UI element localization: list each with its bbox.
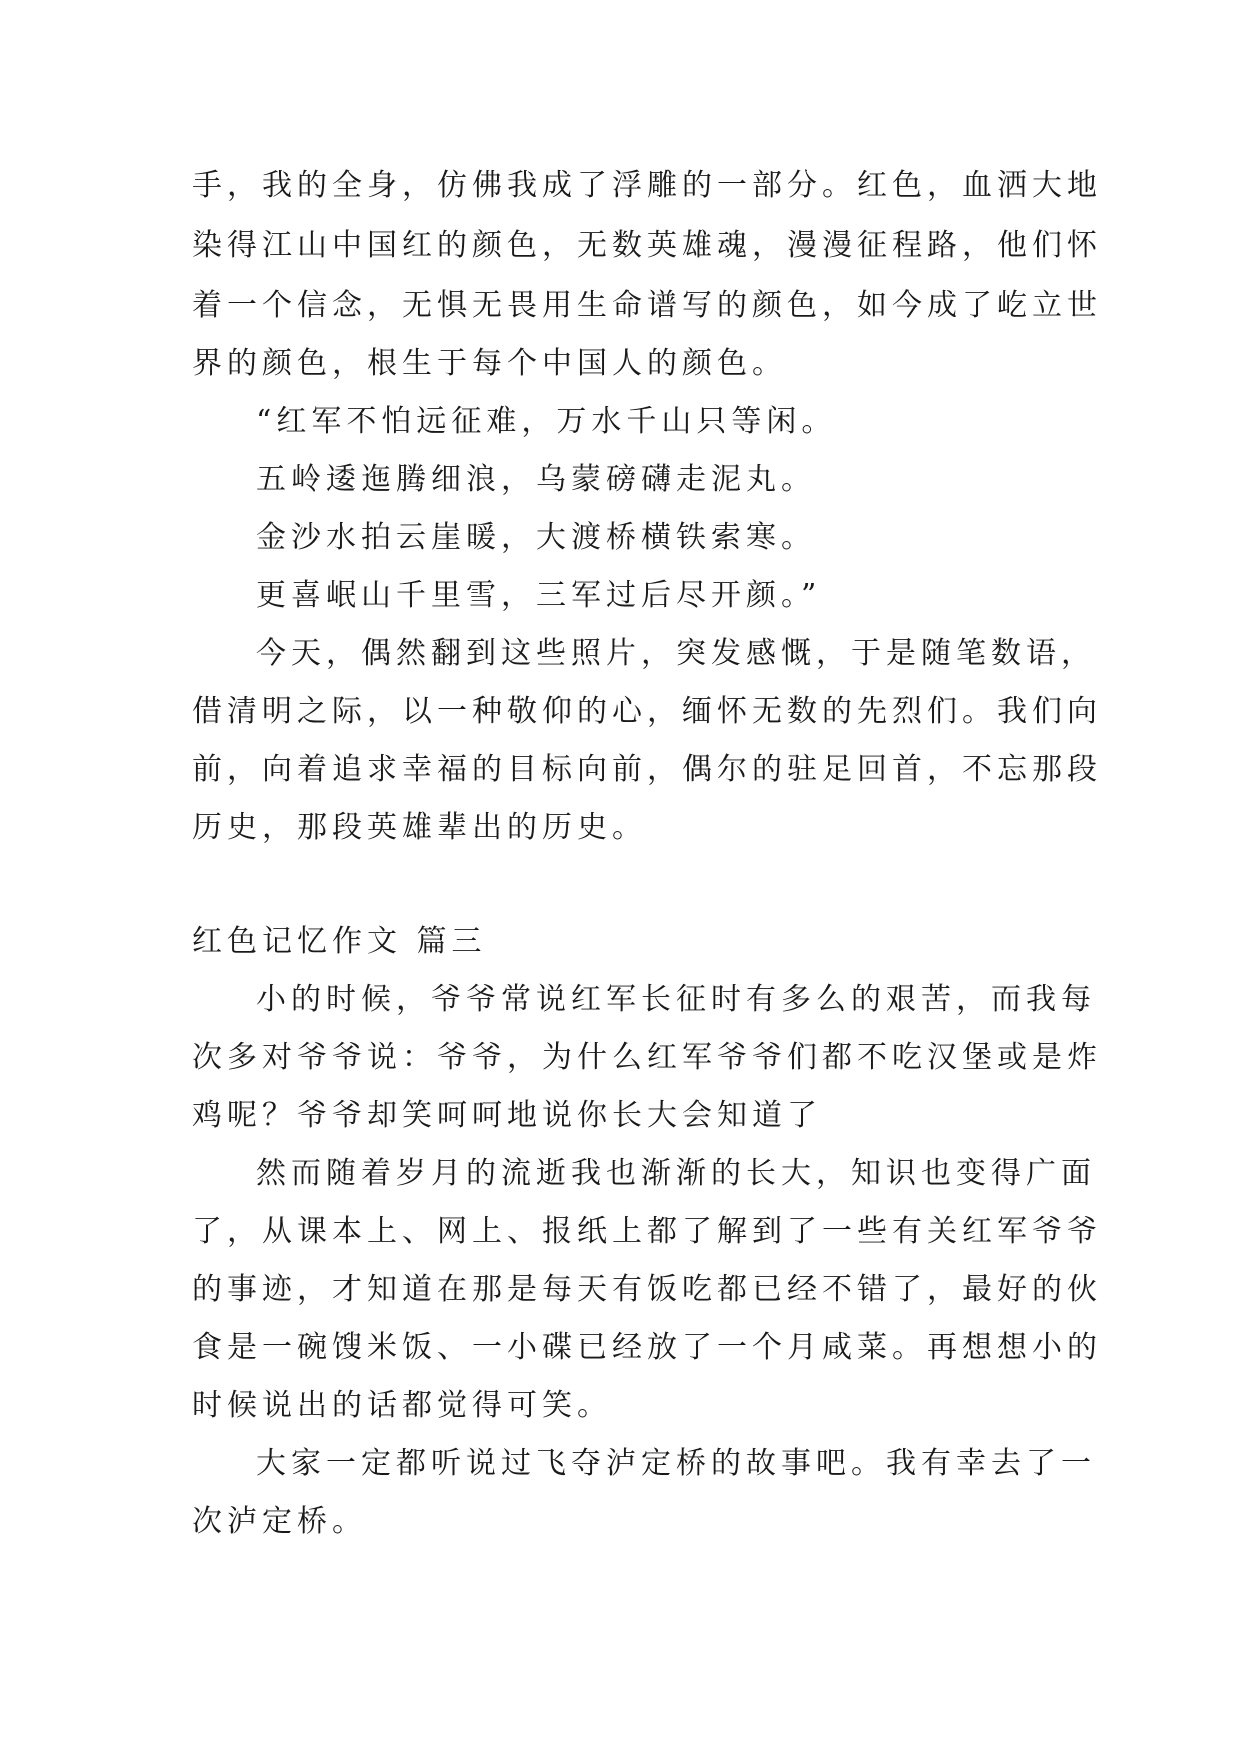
poem-line: 五岭逶迤腾细浪，乌蒙磅礴走泥丸。 (256, 462, 816, 497)
text-line: 大家一定都听说过飞夺泸定桥的故事吧。我有幸去了一 (256, 1446, 1096, 1481)
text-line: 次泸定桥。 (192, 1504, 367, 1539)
text-line: 次多对爷爷说：爷爷，为什么红军爷爷们都不吃汉堡或是炸 (192, 1040, 1102, 1075)
text-line: 界的颜色，根生于每个中国人的颜色。 (192, 346, 787, 381)
text-line: 的事迹，才知道在那是每天有饭吃都已经不错了，最好的伙 (192, 1272, 1102, 1307)
text-line: 借清明之际，以一种敬仰的心，缅怀无数的先烈们。我们向 (192, 694, 1102, 729)
text-line: 着一个信念，无惧无畏用生命谱写的颜色，如今成了屹立世 (192, 288, 1102, 323)
poem-line: “红军不怕远征难，万水千山只等闲。 (256, 404, 837, 439)
text-line: 然而随着岁月的流逝我也渐渐的长大，知识也变得广面 (256, 1156, 1096, 1191)
text-line: 食是一碗馊米饭、一小碟已经放了一个月咸菜。再想想小的 (192, 1330, 1102, 1365)
text-line: 今天，偶然翻到这些照片，突发感慨，于是随笔数语， (256, 636, 1096, 671)
text-line: 时候说出的话都觉得可笑。 (192, 1388, 612, 1423)
section-heading: 红色记忆作文 篇三 (192, 924, 487, 959)
text-line: 了，从课本上、网上、报纸上都了解到了一些有关红军爷爷 (192, 1214, 1102, 1249)
text-line: 鸡呢？爷爷却笑呵呵地说你长大会知道了 (192, 1098, 822, 1133)
text-line: 手，我的全身，仿佛我成了浮雕的一部分。红色，血洒大地 (192, 168, 1102, 203)
text-line: 小的时候，爷爷常说红军长征时有多么的艰苦，而我每 (256, 982, 1096, 1017)
text-line: 历史，那段英雄辈出的历史。 (192, 810, 647, 845)
text-line: 前，向着追求幸福的目标向前，偶尔的驻足回首，不忘那段 (192, 752, 1102, 787)
poem-line: 金沙水拍云崖暖，大渡桥横铁索寒。 (256, 520, 816, 555)
text-line: 染得江山中国红的颜色，无数英雄魂，漫漫征程路，他们怀 (192, 228, 1102, 263)
poem-line: 更喜岷山千里雪，三军过后尽开颜。” (256, 578, 822, 613)
